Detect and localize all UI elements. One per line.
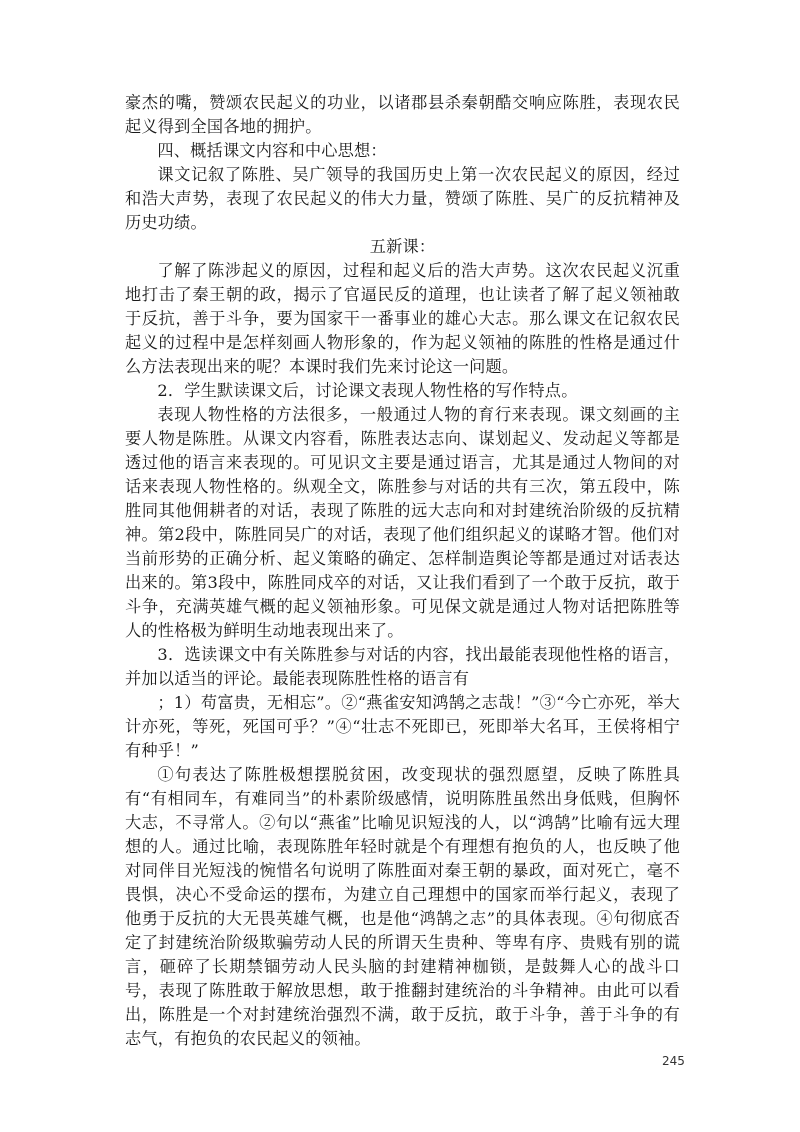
paragraph-step-2: 2．学生默读课文后，讨论课文表现人物性格的写作特点。 — [157, 381, 578, 400]
section-heading-four: 四、概括课文内容和中心思想： — [157, 141, 387, 160]
section-heading-new-lesson: 五新课： — [369, 237, 436, 256]
paragraph-quotes: ；1）苟富贵，无相忘”。②“燕雀安知鸿鹄之志哉！”③“今亡亦死，举大计亦死，等死，死国可乎？”④“壮志不死即已，死即举大名耳，王侯将相宁有种乎！” — [125, 693, 680, 760]
paragraph-intro: 了解了陈涉起义的原因，过程和起义后的浩大声势。这次农民起义沉重地打击了秦王朝的政，揭示了官逼民反的道理，也让读者了解了起义领袖敢于反抗，善于斗争，要为国家干一番事业的雄心大志。那么课文在记叙农民起义的过程中是怎样刻画人物形象的，作为起义领袖的陈胜的性格是通过什么方法表现出来的呢？本课时我们先来讨论这一问题。 — [125, 261, 680, 376]
paragraph-analysis: ①句表达了陈胜极想摆脱贫困，改变现状的强烈愿望，反映了陈胜具有“有相同车，有难同当”的朴素阶级感情，说明陈胜虽然出身低贱，但胸怀大志，不寻常人。②句以“燕雀”比喻见识短浅的人，以“鸿鹄”比喻有远大理想的人。通过比喻，表现陈胜年轻时就是个有理想有抱负的人，也反映了他对同伴目光短浅的惋惜名句说明了陈胜面对秦王朝的暴政，面对死亡，毫不畏惧，决心不受命运的摆布，为建立自己理想中的国家而举行起义，表现了他勇于反抗的大无畏英雄气概，也是他“鸿鹄之志”的具体表现。④句彻底否定了封建统治阶级欺骗劳动人民的所谓天生贵种、等卑有序、贵贱有别的谎言，砸碎了长期禁锢劳动人民头脑的封建精神枷锁，是鼓舞人心的战斗口号，表现了陈胜敢于解放思想，敢于推翻封建统治的斗争精神。由此可以看出，陈胜是一个对封建统治强烈不满，敢于反抗，敢于斗争，善于斗争的有志气，有抱负的农民起义的领袖。 — [125, 765, 680, 1048]
paragraph-summary: 课文记叙了陈胜、吴广领导的我国历史上第一次农民起义的原因，经过和浩大声势，表现了农民起义的伟大力量，赞颂了陈胜、吴广的反抗精神及历史功绩。 — [125, 165, 680, 232]
page-number: 245 — [662, 1054, 685, 1068]
paragraph-step-3: 3．选读课文中有关陈胜参与对话的内容，找出最能表现他性格的语言，并加以适当的评论。最能表现陈胜性格的语言有 — [125, 645, 680, 688]
body-text — [125, 91, 680, 1051]
paragraph-continuation: 豪杰的嘴，赞颂农民起义的功业，以诸郡县杀秦朝酷交响应陈胜，表现农民起义得到全国各地的拥护。 — [125, 93, 680, 136]
paragraph-character-methods: 表现人物性格的方法很多，一般通过人物的育行来表现。课文刻画的主要人物是陈胜。从课文内容看，陈胜表达志向、谋划起义、发动起义等都是透过他的语言来表现的。可见识文主要是通过语言，尤其是通过人物间的对话来表现人物性格的。纵观全文，陈胜参与对话的共有三次，第五段中，陈胜同其他佣耕者的对话，表现了陈胜的远大志向和对封建统治阶级的反抗精神。第2段中，陈胜同吴广的对话，表现了他们组织起义的谋略才智。他们对当前形势的正确分析、起义策略的确定、怎样制造舆论等都是通过对话表达出来的。第3段中，陈胜同戍卒的对话，又让我们看到了一个敢于反抗，敢于斗争，充满英雄气概的起义领袖形象。可见保文就是通过人物对话把陈胜等人的性格极为鲜明生动地表现出来了。 — [125, 405, 680, 640]
